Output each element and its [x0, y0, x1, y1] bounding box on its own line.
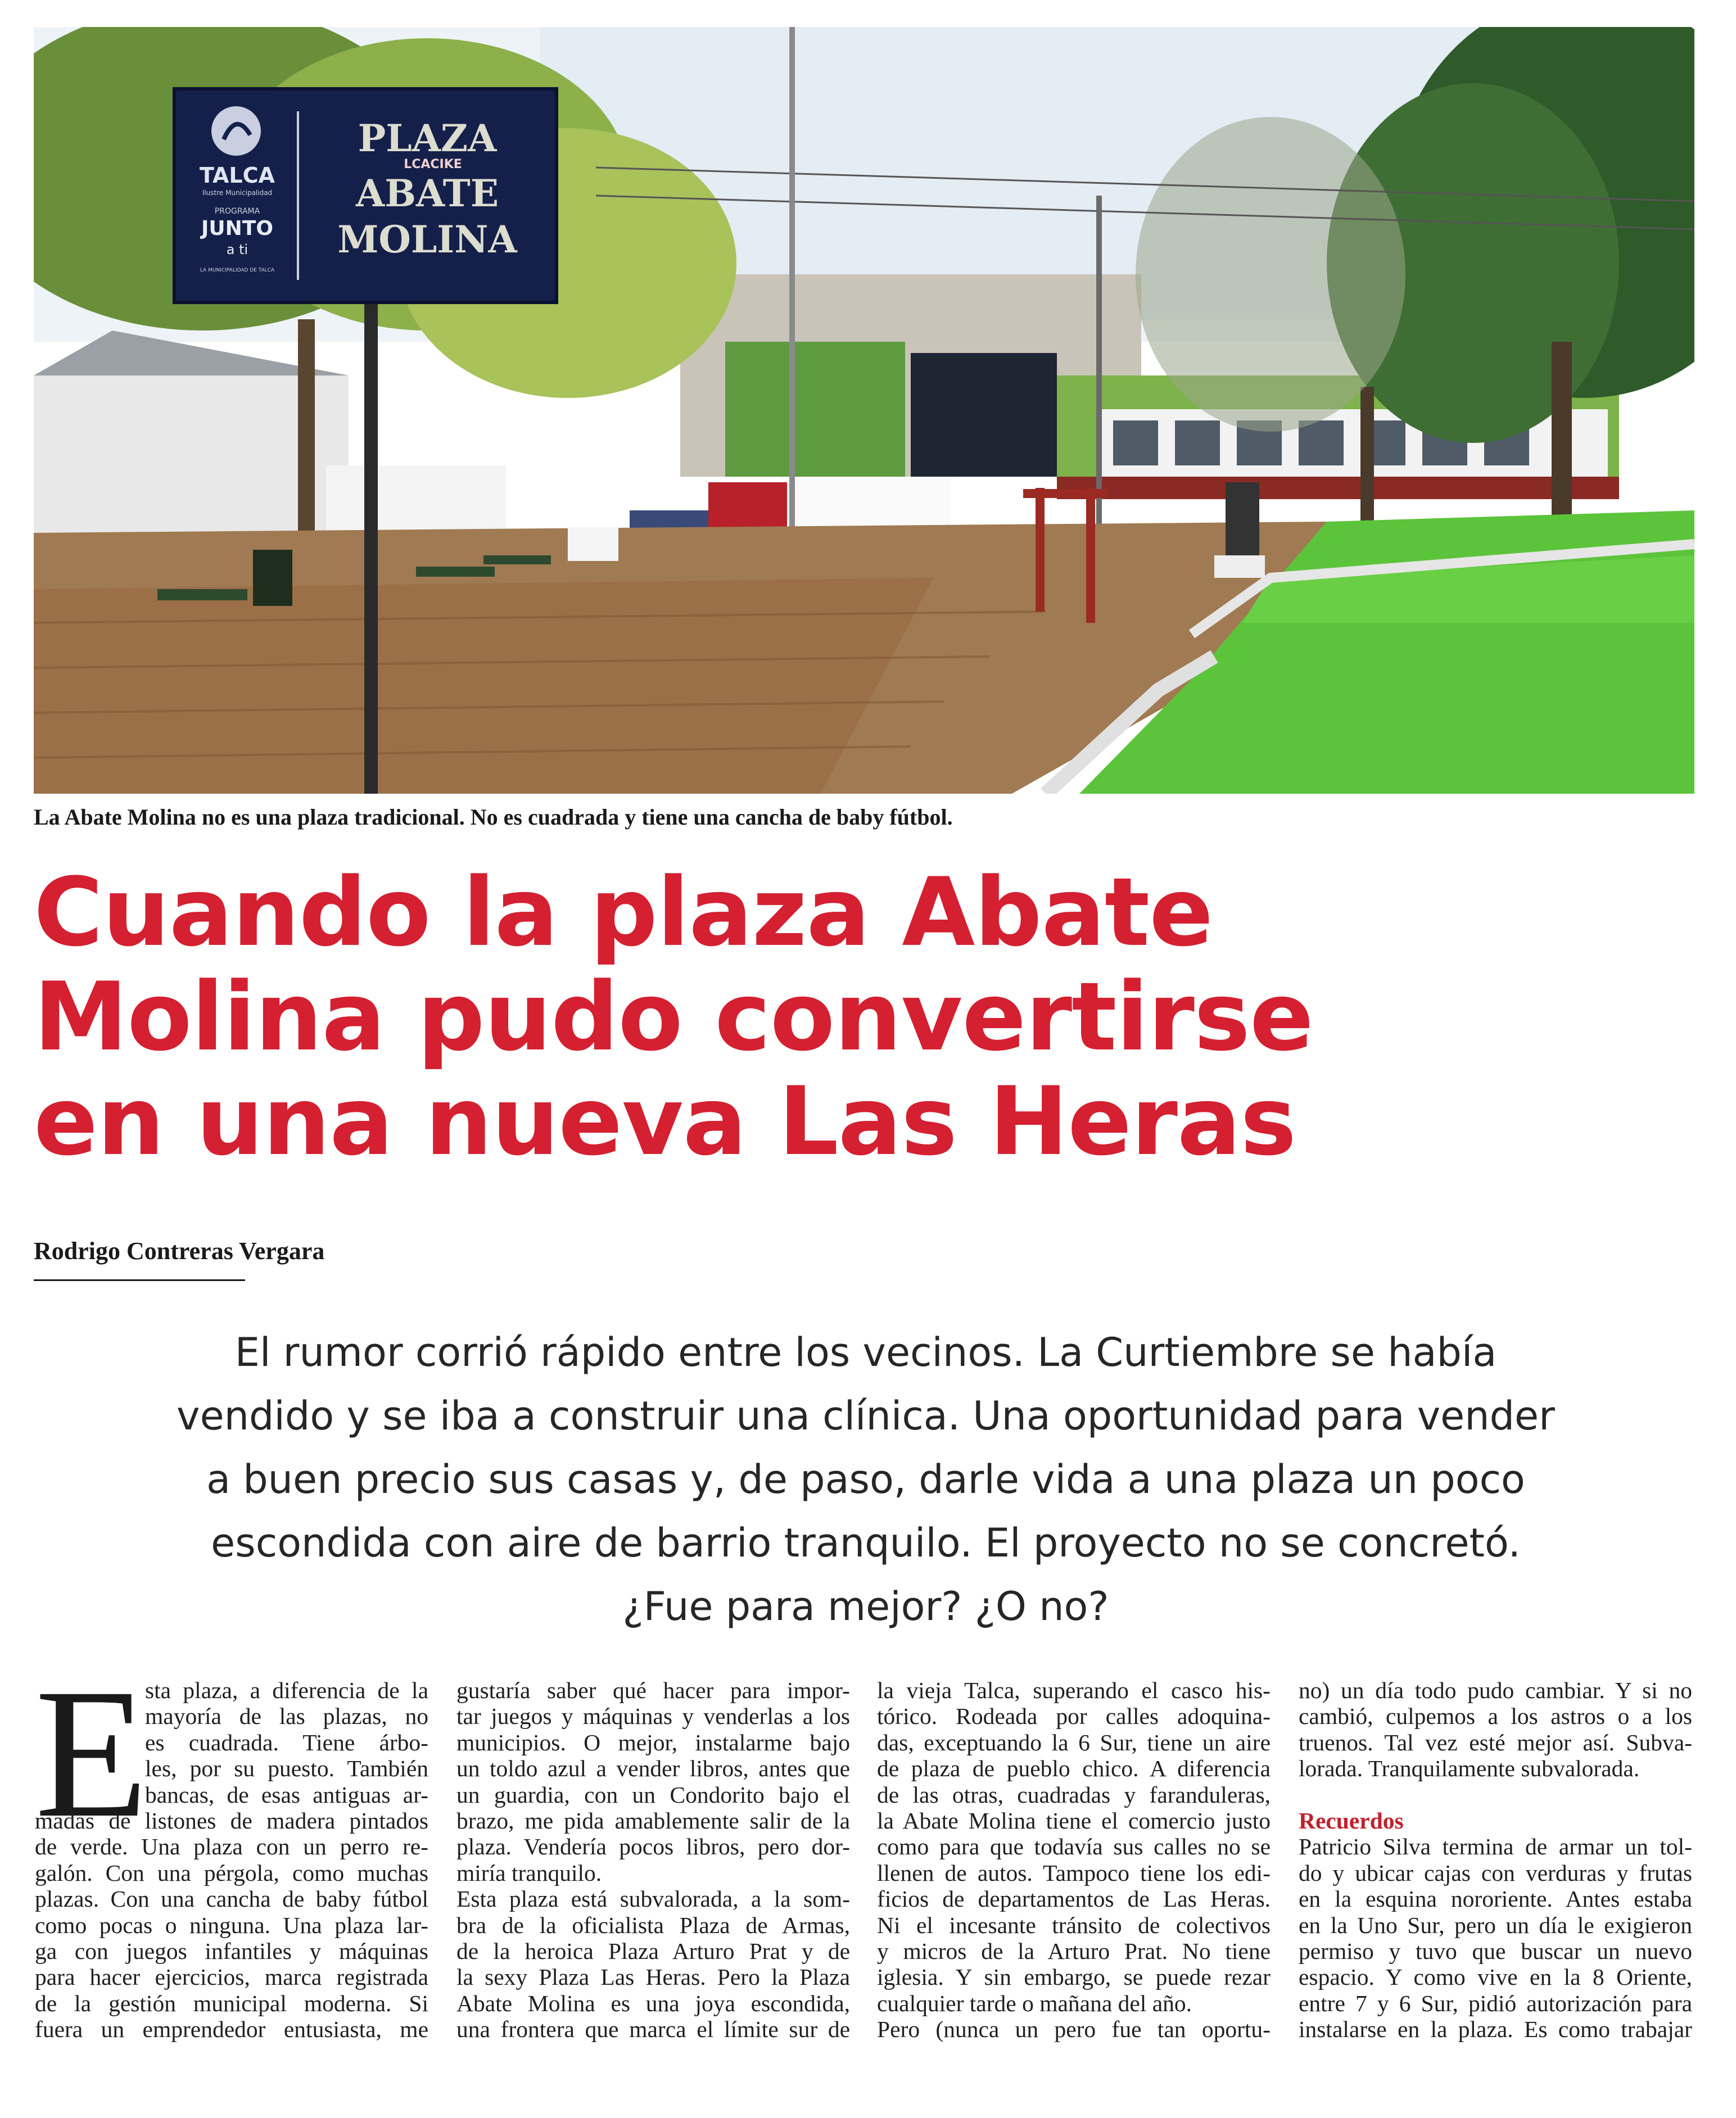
body-line: miría tranquilo.	[456, 1859, 602, 1886]
body-column-1	[35, 1651, 428, 2043]
hero-photo	[34, 27, 1694, 794]
body-line: en la Uno Sur, pero un día le exigieron	[1299, 1912, 1692, 1938]
lead-paragraph	[39, 1321, 1692, 1639]
body-line: no) un día todo pudo cambiar. Y si no	[1299, 1677, 1692, 1703]
body-line: la vieja Talca, superando el casco his-	[877, 1677, 1271, 1703]
body-line: la sexy Plaza Las Heras. Pero la Plaza	[456, 1964, 850, 1990]
body-line: espacio. Y como vive en la 8 Oriente,	[1299, 1964, 1692, 1990]
drop-cap: E	[35, 1651, 148, 1856]
body-line: plaza. Vendería pocos libros, pero dor-	[456, 1834, 850, 1860]
body-line: fuera un emprendedor entusiasta, me	[35, 2016, 428, 2043]
body-line: Pero (nunca un pero fue tan oportu-	[877, 2016, 1271, 2043]
body-line: un guardia, con un Condorito bajo el	[456, 1781, 850, 1808]
column-spacer	[1299, 1782, 1692, 1808]
body-line: como pocas o ninguna. Una plaza lar-	[35, 1912, 428, 1938]
body-line: instalarse en la plaza. Es como trabajar	[1299, 2016, 1692, 2043]
body-line: ga con juegos infantiles y máquinas	[35, 1938, 428, 1964]
body-line: truenos. Tal vez esté mejor así. Subva-	[1299, 1729, 1692, 1755]
body-column-4	[1299, 1677, 1692, 2042]
headline-line: Cuando la plaza Abate	[34, 857, 1213, 967]
body-line: Ni el incesante tránsito de colectivos	[877, 1912, 1271, 1938]
sign-title-line3: MOLINA	[337, 218, 517, 261]
body-line: Esta plaza está subvalorada, a la som-	[456, 1886, 850, 1912]
body-line: Abate Molina es una joya escondida,	[456, 1990, 850, 2016]
body-line: de las otras, cuadradas y faranduleras,	[877, 1781, 1271, 1808]
lead-line: escondida con aire de barrio tranquilo. El proyecto no se concretó.	[211, 1520, 1521, 1566]
body-line: lorada. Tranquilamente subvalorada.	[1299, 1755, 1640, 1782]
body-line: madas de listones de madera pintados	[35, 1807, 428, 1834]
lead-line: vendido y se iba a construir una clínica. Una oportunidad para vender	[177, 1393, 1555, 1439]
byline-divider	[34, 1279, 245, 1281]
body-line: municipios. O mejor, instalarme bajo	[456, 1729, 850, 1755]
sign-program-label: PROGRAMA	[214, 207, 260, 216]
body-line: bra de la oficialista Plaza de Armas,	[456, 1912, 850, 1938]
sign-footer-text: LA MUNICIPALIDAD DE TALCA	[200, 268, 275, 273]
sign-title-line1: PLAZA	[358, 116, 497, 160]
body-line: como para que todavía sus calles no se	[877, 1834, 1271, 1860]
body-line: permiso y tuvo que buscar un nuevo	[1299, 1938, 1692, 1964]
subheading-recuerdos: Recuerdos	[1299, 1807, 1404, 1834]
body-line: mayoría de las plazas, no	[145, 1703, 428, 1730]
body-line: les, por su puesto. También	[145, 1755, 428, 1782]
plaza-illustration	[34, 27, 1694, 794]
sign-logo-subtext: Ilustre Municipalidad	[202, 189, 273, 197]
lead-line: a buen precio sus casas y, de paso, darle vida a una plaza un poco	[206, 1456, 1525, 1502]
sign-sticker: LCACIKE	[404, 157, 462, 171]
body-line: Patricio Silva termina de armar un tol-	[1299, 1834, 1692, 1860]
body-line: y micros de la Arturo Prat. No tiene	[877, 1938, 1271, 1964]
body-line: ficios de departamentos de Las Heras.	[877, 1886, 1271, 1912]
body-line: do y ubicar cajas con verduras y frutas	[1299, 1859, 1692, 1886]
body-line: para hacer ejercicios, marca registrada	[35, 1964, 428, 1990]
body-line: iglesia. Y sin embargo, se puede rezar	[877, 1964, 1271, 1990]
body-line: galón. Con una pérgola, como muchas	[35, 1859, 428, 1886]
headline	[34, 857, 1698, 1176]
body-line: llenen de autos. Tampoco tiene los edi-	[877, 1859, 1271, 1886]
body-line: brazo, me pida amablemente salir de la	[456, 1807, 850, 1834]
sign-title-line2: ABATE	[355, 171, 499, 215]
photo-caption: La Abate Molina no es una plaza tradicional. No es cuadrada y tiene una cancha de baby fútbol.	[34, 804, 953, 830]
body-line: cambió, culpemos a los astros o a los	[1299, 1703, 1692, 1730]
body-line: bancas, de esas antiguas ar-	[145, 1781, 428, 1808]
lead-line: ¿Fue para mejor? ¿O no?	[622, 1583, 1109, 1630]
body-line: de la heroica Plaza Arturo Prat y de	[456, 1938, 850, 1964]
body-line: de la gestión municipal moderna. Si	[35, 1990, 428, 2016]
body-line: la Abate Molina tiene el comercio justo	[877, 1807, 1271, 1834]
headline-line: Molina pudo convertirse	[34, 962, 1313, 1072]
body-line: en la esquina nororiente. Antes estaba	[1299, 1886, 1692, 1912]
body-column-2	[456, 1677, 850, 2042]
body-line: un toldo azul a vender libros, antes que	[456, 1755, 850, 1782]
body-line: sta plaza, a diferencia de la	[145, 1677, 428, 1703]
sign-program-suffix: a ti	[226, 242, 248, 257]
body-line: plazas. Con una cancha de baby fútbol	[35, 1886, 428, 1912]
body-line: das, exceptuando la 6 Sur, tiene un aire	[877, 1729, 1271, 1755]
body-line: de plaza de pueblo chico. A diferencia	[877, 1755, 1271, 1782]
body-line: tórico. Rodeada por calles adoquina-	[877, 1703, 1271, 1730]
sign-logo-text: TALCA	[200, 163, 275, 188]
sign-program-name: JUNTO	[201, 217, 273, 240]
body-line: es cuadrada. Tiene árbo-	[145, 1729, 428, 1755]
body-line: cualquier tarde o mañana del año.	[877, 1990, 1192, 2016]
body-line: una frontera que marca el límite sur de	[456, 2016, 850, 2043]
body-line: gustaría saber qué hacer para impor-	[456, 1677, 850, 1703]
body-line: tar juegos y máquinas y venderlas a los	[456, 1703, 850, 1730]
body-line: entre 7 y 6 Sur, pidió autorización para	[1299, 1990, 1692, 2016]
lead-line: El rumor corrió rápido entre los vecinos. La Curtiembre se había	[234, 1329, 1497, 1375]
body-line: de verde. Una plaza con un perro re-	[35, 1834, 428, 1860]
byline: Rodrigo Contreras Vergara	[34, 1237, 325, 1265]
headline-line: en una nueva Las Heras	[34, 1066, 1296, 1176]
body-column-3	[877, 1677, 1271, 2042]
